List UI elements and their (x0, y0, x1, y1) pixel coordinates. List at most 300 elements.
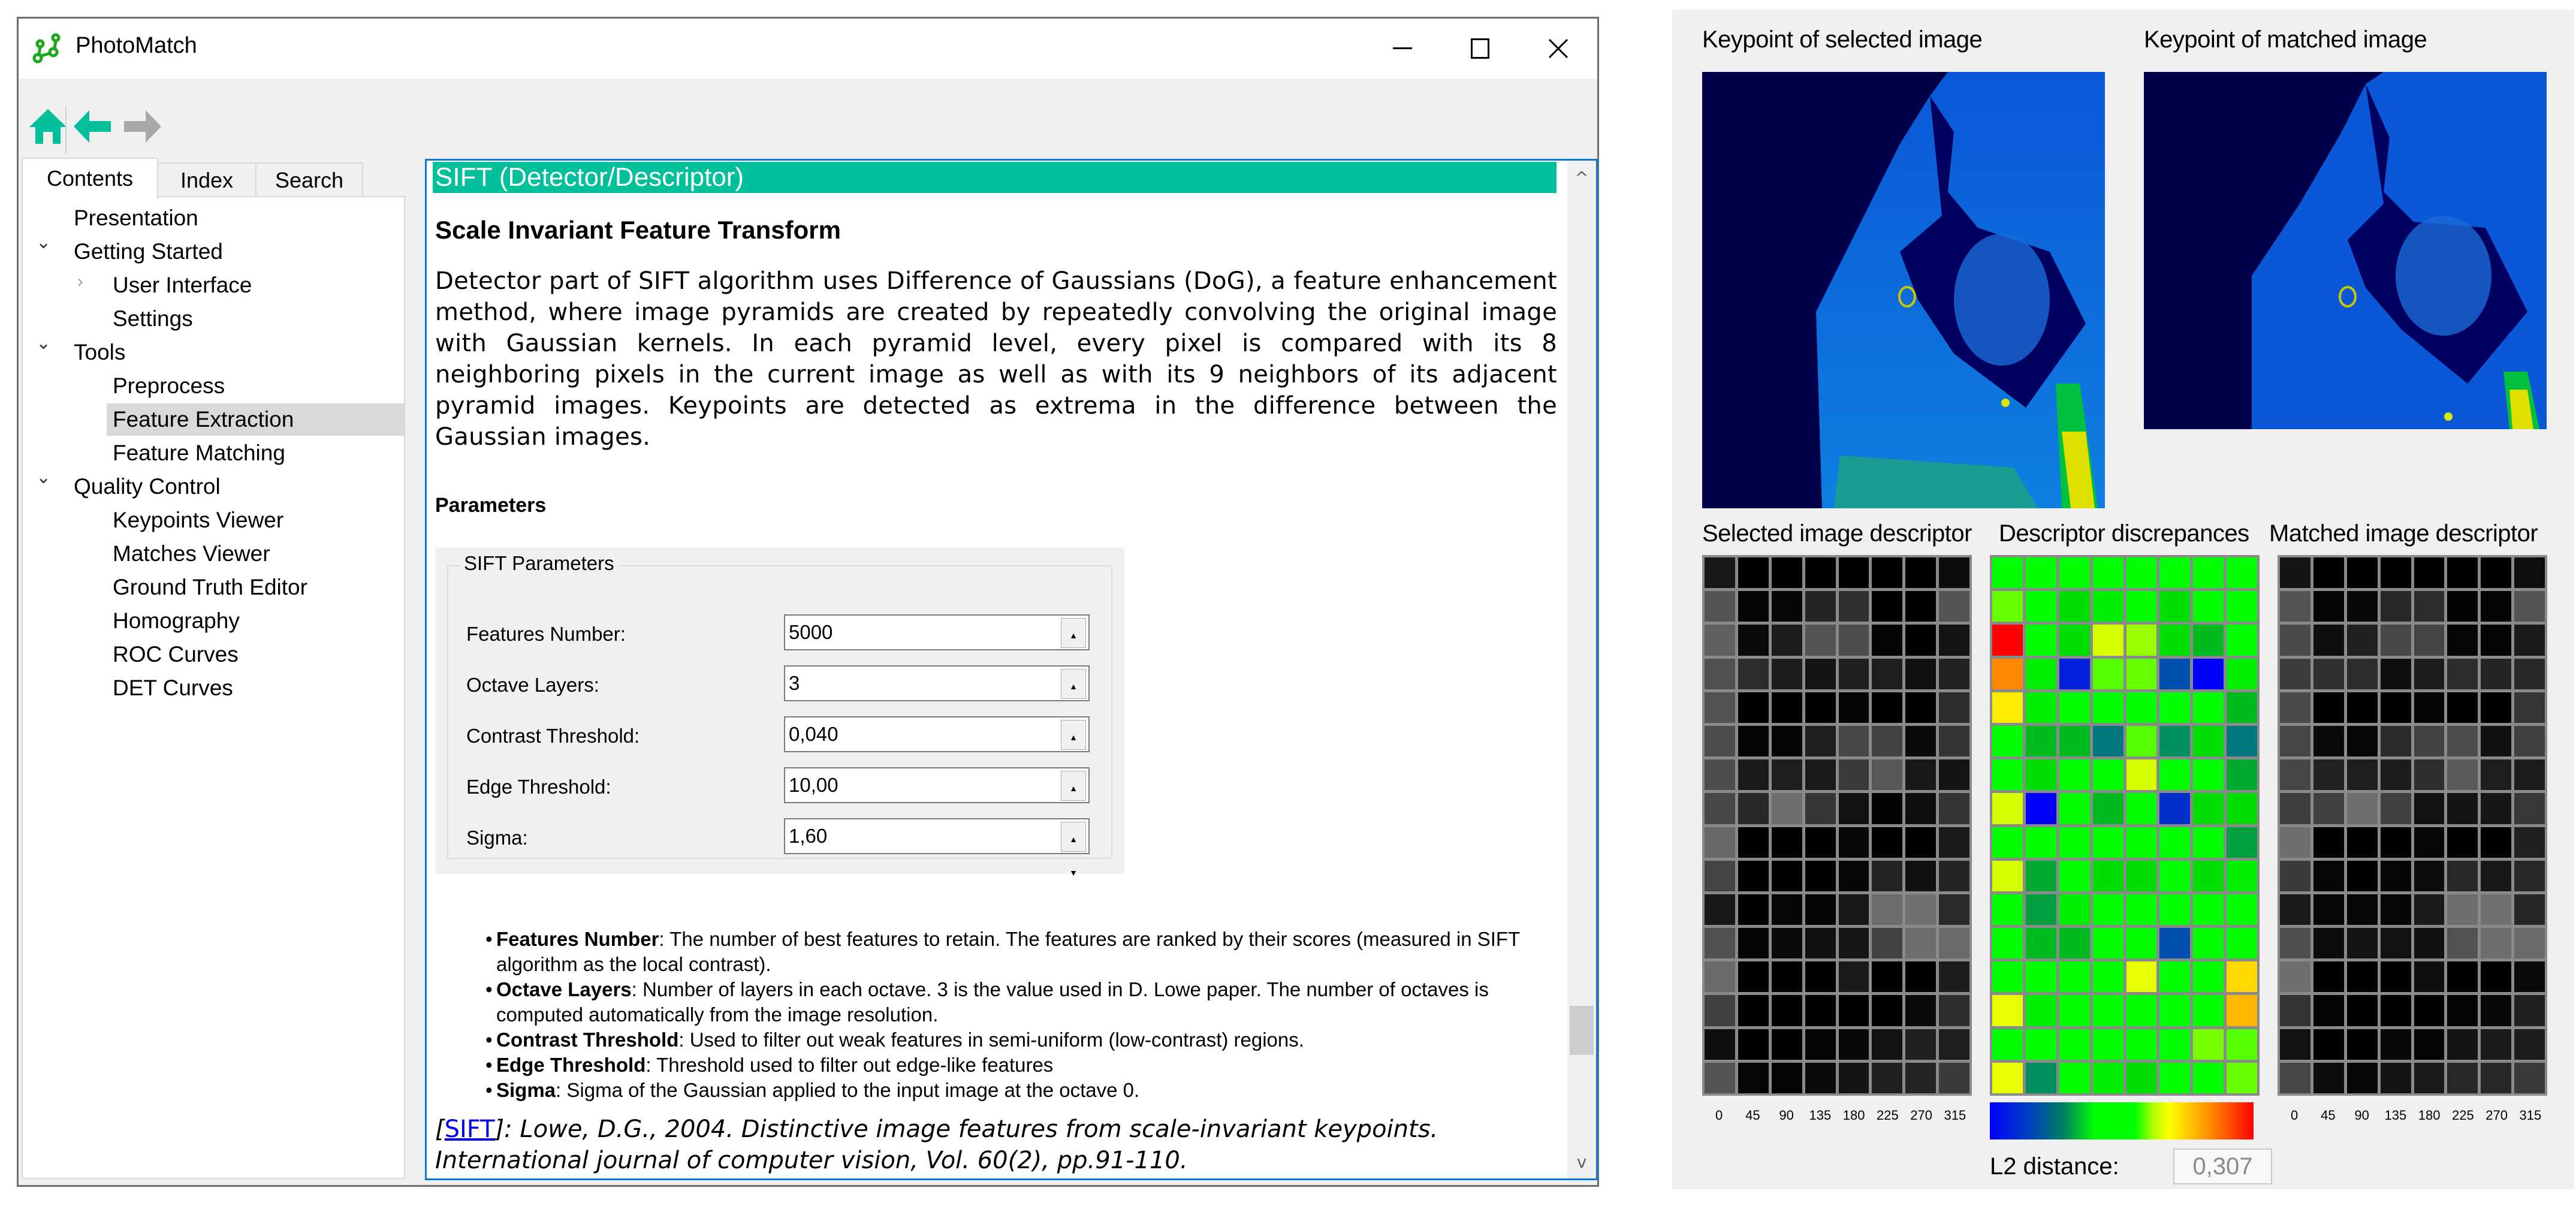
descriptor-cell (1872, 928, 1902, 958)
tree-item-user-interface[interactable] (113, 269, 252, 302)
group-title: SIFT Parameters (460, 552, 618, 575)
tree-item-roc-curves[interactable] (113, 638, 239, 671)
chevron-down-icon[interactable]: ⌄ (36, 333, 52, 354)
discrepancy-cell (2026, 793, 2056, 824)
descriptor-cell (2347, 625, 2378, 655)
tab-contents[interactable] (22, 158, 158, 198)
discrepancy-cell (1992, 827, 2023, 858)
descriptor-cell (2514, 1029, 2545, 1060)
sift-reference-link[interactable]: SIFT (444, 1115, 495, 1143)
descriptor-cell (2414, 557, 2445, 588)
spin-down-icon[interactable]: ▼ (1069, 868, 1078, 878)
contrast-threshold-stepper[interactable] (784, 716, 1090, 752)
tree-item-tools[interactable] (74, 336, 125, 369)
descriptor-cell (2280, 894, 2310, 925)
descriptor-cell (1872, 1029, 1902, 1060)
descriptor-cell (2313, 591, 2344, 622)
forward-arrow-icon[interactable] (122, 105, 164, 147)
spin-up-icon[interactable]: ▲ (1069, 631, 1078, 640)
descriptor-cell (1905, 894, 1936, 925)
bullet-text: : Used to filter out weak features in semi-uniform (low-contrast) regions. (678, 1029, 1304, 1051)
chevron-right-icon[interactable]: › (77, 272, 84, 293)
l2-distance-label: L2 distance: (1990, 1153, 2119, 1180)
descriptor-cell (1738, 759, 1769, 790)
discrepancy-cell (2193, 591, 2224, 622)
spin-buttons[interactable] (1061, 669, 1086, 699)
descriptor-cell (2280, 692, 2310, 723)
descriptor-cell (2414, 861, 2445, 891)
descriptor-cell (1805, 995, 1836, 1026)
descriptor-cell (1738, 961, 1769, 992)
close-icon (1548, 38, 1568, 59)
descriptor-cell (1939, 894, 1969, 925)
contents-tree (22, 196, 405, 1179)
param-value: 0,040 (789, 723, 838, 745)
descriptor-cell (2280, 557, 2310, 588)
discrepancy-cell (2126, 928, 2157, 958)
tree-item-label: Quality Control (74, 474, 221, 499)
bullet-item (487, 1078, 1565, 1103)
descriptor-cell (2313, 1029, 2344, 1060)
matched-descriptor-grid[interactable] (2278, 555, 2547, 1096)
discrepancy-cell (2093, 591, 2123, 622)
spin-buttons[interactable] (1061, 720, 1086, 750)
descriptor-cell (1905, 861, 1936, 891)
descriptor-cell (1905, 591, 1936, 622)
discrepancy-cell (2159, 928, 2190, 958)
home-icon[interactable] (27, 105, 69, 147)
descriptor-cell (2481, 961, 2511, 992)
descriptor-cell (2381, 793, 2411, 824)
discrepancy-cell (2159, 894, 2190, 925)
discrepancy-cell (2159, 1063, 2190, 1093)
spin-up-icon[interactable]: ▲ (1069, 732, 1078, 742)
discrepancy-cell (2126, 759, 2157, 790)
descriptor-cell (1805, 591, 1836, 622)
spin-buttons[interactable] (1061, 822, 1086, 878)
descriptor-cell (2381, 625, 2411, 655)
tree-item-label: Getting Started (74, 239, 223, 264)
descriptor-cell (1939, 827, 1969, 858)
descriptor-cell (2313, 726, 2344, 756)
discrepancy-cell (2159, 1029, 2190, 1060)
discrepancy-cell (2193, 557, 2224, 588)
descriptor-cell (1839, 961, 1869, 992)
descriptor-cell (1705, 894, 1735, 925)
descriptor-cell (2381, 726, 2411, 756)
descriptor-cell (1872, 827, 1902, 858)
spin-buttons[interactable] (1061, 618, 1086, 648)
descriptor-cell (2481, 692, 2511, 723)
descriptor-cell (2381, 928, 2411, 958)
descriptor-cell (2514, 659, 2545, 689)
discrepancy-cell (2126, 894, 2157, 925)
discrepancy-cell (2059, 659, 2090, 689)
edge-threshold-stepper[interactable] (784, 767, 1090, 803)
descriptor-cell (2481, 557, 2511, 588)
descriptor-cell (2481, 625, 2511, 655)
descriptor-cell (1805, 894, 1836, 925)
descriptor-cell (2447, 557, 2478, 588)
descriptor-cell (2280, 928, 2310, 958)
descriptor-cell (2481, 861, 2511, 891)
discrepancy-cell (2093, 557, 2123, 588)
discrepancy-cell (1992, 591, 2023, 622)
discrepancy-cell (2059, 894, 2090, 925)
scroll-down-icon[interactable]: v (1576, 1151, 1587, 1172)
descriptor-cell (2414, 827, 2445, 858)
descriptor-cell (2414, 591, 2445, 622)
descriptor-cell (2447, 827, 2478, 858)
discrepancy-cell (2159, 827, 2190, 858)
keypoint-marker-icon (1895, 283, 1919, 310)
descriptor-cell (2313, 894, 2344, 925)
discrepancy-cell (2026, 995, 2056, 1026)
descriptor-cell (1772, 692, 1802, 723)
descriptor-cell (1738, 995, 1769, 1026)
descriptor-cell (1939, 659, 1969, 689)
descriptor-cell (2280, 759, 2310, 790)
tree-item-matches-viewer[interactable] (113, 538, 270, 570)
descriptor-cell (1705, 827, 1735, 858)
descriptor-cell (1905, 1063, 1936, 1093)
descriptor-cell (2514, 995, 2545, 1026)
descriptor-cell (2514, 591, 2545, 622)
bullet-term: Features Number (496, 928, 659, 950)
descriptor-cell (1839, 591, 1869, 622)
descriptor-cell (1705, 928, 1735, 958)
angle-tick: 315 (1944, 1108, 1966, 1123)
descriptor-cell (1738, 692, 1769, 723)
discrepancy-cell (2159, 591, 2190, 622)
descriptor-cell (2447, 961, 2478, 992)
descriptor-cell (1805, 625, 1836, 655)
descriptor-cell (2447, 894, 2478, 925)
descriptor-cell (2514, 793, 2545, 824)
angle-tick: 225 (2452, 1108, 2474, 1123)
tab-index[interactable] (157, 162, 257, 197)
spin-up-icon[interactable]: ▲ (1069, 682, 1078, 691)
spin-up-icon[interactable]: ▲ (1069, 783, 1078, 793)
descriptor-cell (1805, 827, 1836, 858)
descriptor-cell (1705, 759, 1735, 790)
discrepancy-cell (2059, 1029, 2090, 1060)
descriptor-cell (1939, 861, 1969, 891)
discrepancy-cell (2193, 793, 2224, 824)
descriptor-cell (2381, 1063, 2411, 1093)
descriptor-cell (1738, 827, 1769, 858)
descriptor-cell (2447, 659, 2478, 689)
scroll-up-icon[interactable]: ^ (1574, 167, 1589, 188)
descriptor-cell (2381, 827, 2411, 858)
descriptor-cell (1905, 793, 1936, 824)
selected-descriptor-grid[interactable] (1702, 555, 1972, 1096)
tab-label: Contents (46, 166, 134, 191)
octave-layers-stepper[interactable] (784, 665, 1090, 701)
descriptor-cell (2381, 894, 2411, 925)
param-row-sigma (466, 818, 1102, 878)
descriptor-cell (2447, 591, 2478, 622)
descriptor-cell (1905, 726, 1936, 756)
discrepancy-cell (2227, 793, 2257, 824)
descriptor-cell (1772, 726, 1802, 756)
scrollbar-thumb[interactable] (1570, 1006, 1594, 1055)
descriptor-cell (1905, 659, 1936, 689)
tree-item-settings[interactable] (113, 303, 193, 335)
descriptor-cell (2481, 726, 2511, 756)
maximize-icon (1471, 38, 1490, 59)
chevron-down-icon[interactable]: ⌄ (36, 232, 52, 253)
descriptor-cell (2447, 692, 2478, 723)
maximize-button[interactable] (1441, 19, 1519, 79)
vertical-scrollbar[interactable] (1567, 161, 1596, 1178)
discrepancy-cell (2193, 659, 2224, 689)
descriptor-cell (1705, 861, 1735, 891)
bullet-item (487, 927, 1565, 977)
discrepancy-cell (2227, 928, 2257, 958)
descriptor-cell (2280, 1063, 2310, 1093)
tree-item-keypoints-viewer[interactable] (113, 504, 283, 536)
discrepancy-cell (2059, 861, 2090, 891)
matched-keypoint-image[interactable] (2144, 72, 2547, 429)
l2-distance-field[interactable]: 0,307 (2173, 1148, 2272, 1184)
param-label: Edge Threshold: (466, 776, 611, 798)
angle-tick: 135 (1809, 1108, 1832, 1123)
descriptor-cell (2447, 726, 2478, 756)
descriptor-cell (2514, 625, 2545, 655)
descriptor-cell (1805, 726, 1836, 756)
tree-item-label: Homography (113, 608, 240, 633)
descriptor-cell (2414, 1063, 2445, 1093)
descriptor-cell (2481, 827, 2511, 858)
descriptor-cell (2481, 928, 2511, 958)
bullet-term: Contrast Threshold (496, 1029, 679, 1051)
selected-keypoint-image[interactable] (1702, 72, 2105, 508)
descriptor-cell (1805, 557, 1836, 588)
descriptor-cell (2313, 928, 2344, 958)
descriptor-cell (2447, 1063, 2478, 1093)
close-button[interactable] (1519, 19, 1597, 79)
descriptor-cell (2514, 759, 2545, 790)
descriptor-cell (1839, 726, 1869, 756)
discrepancy-cell (2059, 557, 2090, 588)
discrepancy-cell (2059, 961, 2090, 992)
discrepancy-cell (2227, 591, 2257, 622)
descriptor-cell (1705, 726, 1735, 756)
descriptor-cell (2414, 1029, 2445, 1060)
descriptor-cell (1772, 827, 1802, 858)
descriptor-cell (1705, 961, 1735, 992)
bracket: [ (435, 1115, 445, 1143)
tree-item-presentation[interactable] (74, 202, 198, 234)
discrepancy-cell (2126, 861, 2157, 891)
descriptor-cell (1839, 1029, 1869, 1060)
parameters-heading: Parameters (435, 494, 547, 517)
descriptor-cell (2481, 995, 2511, 1026)
descriptor-cell (1872, 759, 1902, 790)
descriptor-cell (1905, 827, 1936, 858)
tree-item-getting-started[interactable] (74, 236, 223, 268)
descriptor-cell (2514, 861, 2545, 891)
discrepancy-cell (2026, 692, 2056, 723)
descriptor-cell (1738, 557, 1769, 588)
descriptor-cell (2313, 759, 2344, 790)
descriptor-cell (1905, 692, 1936, 723)
descriptor-cell (2381, 961, 2411, 992)
discrepancy-cell (2159, 995, 2190, 1026)
descriptor-cell (2347, 827, 2378, 858)
bullet-item (487, 977, 1565, 1027)
descriptor-cell (1805, 928, 1836, 958)
descriptor-cell (2347, 961, 2378, 992)
discrepancy-cell (2093, 1063, 2123, 1093)
minimize-button[interactable] (1364, 19, 1441, 79)
descriptor-cell (1772, 1029, 1802, 1060)
descriptor-cell (2313, 557, 2344, 588)
descriptor-cell (2280, 591, 2310, 622)
tree-item-ground-truth-editor[interactable] (113, 571, 307, 604)
discrepancy-cell (2227, 861, 2257, 891)
spin-buttons[interactable] (1061, 771, 1086, 801)
tab-search[interactable] (255, 162, 363, 197)
descriptor-cell (1839, 827, 1869, 858)
descriptor-cell (1905, 557, 1936, 588)
descriptor-cell (2514, 1063, 2545, 1093)
angle-axis-selected (1702, 1108, 1972, 1123)
descriptor-cell (2381, 692, 2411, 723)
discrepancy-cell (2026, 759, 2056, 790)
descriptor-cell (2381, 995, 2411, 1026)
descriptor-cell (1772, 928, 1802, 958)
descriptor-cell (1805, 1029, 1836, 1060)
discrepancy-cell (2026, 961, 2056, 992)
descriptor-cell (2481, 1063, 2511, 1093)
descriptor-cell (1872, 659, 1902, 689)
discrepancy-cell (1992, 692, 2023, 723)
discrepancy-cell (2159, 659, 2190, 689)
descriptor-cell (1772, 861, 1802, 891)
param-label: Sigma: (466, 827, 528, 849)
keypoint-descriptor-viewer (1672, 10, 2574, 1189)
descriptor-cell (1805, 793, 1836, 824)
descriptor-cell (2347, 659, 2378, 689)
descriptor-cell (1939, 1029, 1969, 1060)
descriptor-cell (2313, 827, 2344, 858)
descriptor-cell (2347, 1029, 2378, 1060)
tree-item-feature-extraction[interactable] (107, 403, 405, 436)
discrepancy-cell (2093, 861, 2123, 891)
angle-tick: 270 (2485, 1108, 2508, 1123)
photomatch-logo-icon (32, 32, 65, 65)
tree-item-feature-matching[interactable] (113, 437, 285, 469)
back-arrow-icon[interactable] (71, 105, 113, 147)
descriptor-cell (1805, 659, 1836, 689)
tree-item-det-curves[interactable] (113, 672, 233, 704)
discrepancy-cell (2227, 1063, 2257, 1093)
tree-item-label: Matches Viewer (113, 541, 270, 566)
param-value: 3 (789, 672, 800, 694)
descriptor-cell (1905, 928, 1936, 958)
descriptor-cell (1738, 861, 1769, 891)
discrepancy-cell (2227, 894, 2257, 925)
descriptor-cell (1839, 659, 1869, 689)
param-row-features-number (466, 614, 1102, 654)
descriptor-cell (2414, 995, 2445, 1026)
tree-item-label: Feature Extraction (113, 407, 294, 432)
discrepancy-cell (2126, 557, 2157, 588)
topic-title: SIFT (Detector/Descriptor) (433, 162, 1557, 193)
discrepancy-cell (1992, 1063, 2023, 1093)
tree-item-quality-control[interactable] (74, 471, 221, 503)
descriptor-cell (2280, 995, 2310, 1026)
descriptor-cell (1939, 793, 1969, 824)
chevron-down-icon[interactable]: ⌄ (36, 467, 52, 488)
spin-up-icon[interactable]: ▲ (1069, 834, 1078, 844)
descriptor-cell (1738, 726, 1769, 756)
discrepancy-cell (2227, 1029, 2257, 1060)
discrepancy-grid[interactable] (1990, 555, 2260, 1096)
descriptor-cell (2313, 793, 2344, 824)
descriptor-cell (1872, 961, 1902, 992)
discrepancy-cell (1992, 625, 2023, 655)
bullet-term: Octave Layers (496, 978, 632, 1000)
descriptor-cell (2313, 861, 2344, 891)
title-bar[interactable] (19, 19, 1597, 79)
bullet-item (487, 1053, 1565, 1078)
param-value: 10,00 (789, 774, 838, 796)
descriptor-cell (1772, 894, 1802, 925)
discrepancy-cell (1992, 995, 2023, 1026)
discrepancy-cell (2193, 961, 2224, 992)
discrepancy-cell (2227, 995, 2257, 1026)
descriptor-cell (1772, 1063, 1802, 1093)
param-row-edge-threshold (466, 767, 1102, 807)
descriptor-cell (1872, 1063, 1902, 1093)
descriptor-cell (1738, 793, 1769, 824)
descriptor-cell (1772, 625, 1802, 655)
tree-item-preprocess[interactable] (113, 370, 225, 402)
descriptor-cell (1772, 961, 1802, 992)
discrepancy-cell (2193, 928, 2224, 958)
tree-item-homography[interactable] (113, 605, 240, 637)
thermal-image-matched (2144, 72, 2547, 429)
minimize-icon (1393, 47, 1412, 50)
descriptor-cell (2447, 928, 2478, 958)
discrepancy-cell (2093, 759, 2123, 790)
tree-item-label: Feature Matching (113, 441, 285, 465)
tab-label: Search (275, 168, 344, 192)
sigma-stepper[interactable] (784, 818, 1090, 878)
descriptor-cell (2414, 625, 2445, 655)
descriptor-cell (2514, 692, 2545, 723)
keypoint-dot-icon (1999, 397, 2011, 409)
discrepancy-cell (2126, 659, 2157, 689)
descriptor-cell (2280, 726, 2310, 756)
descriptor-cell (2280, 793, 2310, 824)
descriptor-cell (1905, 961, 1936, 992)
selected-keypoint-label: Keypoint of selected image (1702, 26, 1983, 53)
tree-item-label: Settings (113, 306, 193, 331)
discrepancy-cell (2093, 961, 2123, 992)
discrepancy-cell (2159, 793, 2190, 824)
descriptor-cell (1738, 659, 1769, 689)
param-label: Octave Layers: (466, 674, 599, 696)
features-number-stepper[interactable] (784, 614, 1090, 650)
descriptor-cell (2280, 861, 2310, 891)
tree-item-label: Preprocess (113, 373, 225, 398)
discrepancy-cell (2026, 591, 2056, 622)
descriptor-cell (1872, 861, 1902, 891)
